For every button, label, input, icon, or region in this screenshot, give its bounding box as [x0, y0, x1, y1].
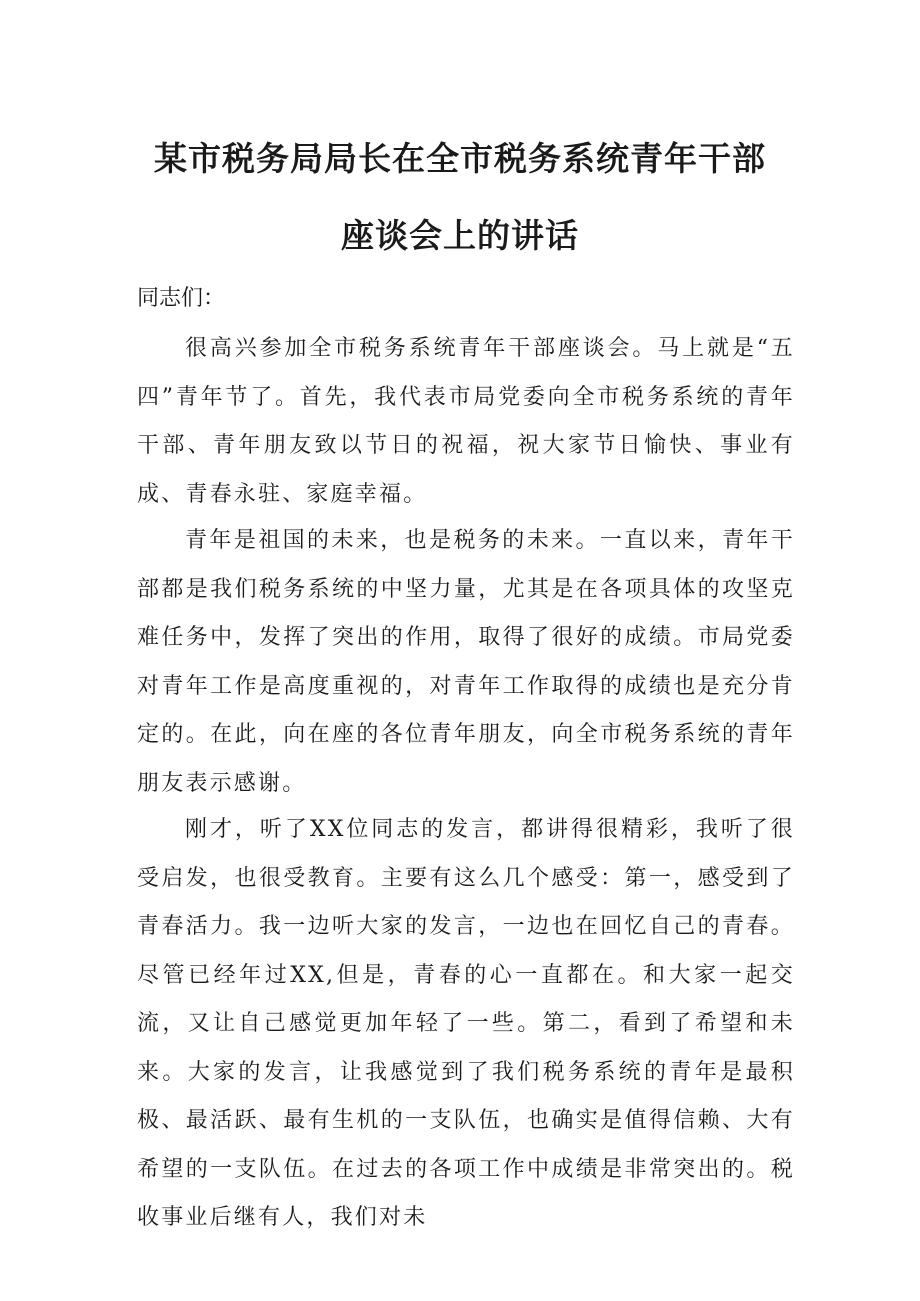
paragraph-1: 很高兴参加全市税务系统青年干部座谈会。马上就是“五四”青年节了。首先，我代表市局党委向全市税务系统的青年干部、青年朋友致以节日的祝福，祝大家节日愉快、事业有成、青春永驻、家庭幸福。 [137, 336, 795, 507]
salutation: 同志们： [137, 286, 226, 311]
document-title-line-1: 某市税务局局长在全市税务系统青年干部 [154, 139, 766, 178]
paragraph-2: 青年是祖国的未来，也是税务的未来。一直以来，青年干部都是我们税务系统的中坚力量，尤其是在各项具体的攻坚克难任务中，发挥了突出的作用，取得了很好的成绩。市局党委对青年工作是高度重视的，对青年工作取得的成绩也是充分肯定的。在此，向在座的各位青年朋友，向全市税务系统的青年朋友表示感谢。 [137, 528, 795, 796]
paragraph-3: 刚才，听了XX位同志的发言，都讲得很精彩，我听了很受启发，也很受教育。主要有这么几个感受：第一，感受到了青春活力。我一边听大家的发言，一边也在回忆自己的青春。尽管已经年过XX,但是，青春的心一直都在。和大家一起交流，又让自己感觉更加年轻了一些。第二，看到了希望和未来。大家的发言，让我感觉到了我们税务系统的青年是最积极、最活跃、最有生机的一支队伍，也确实是值得信赖、大有希望的一支队伍。在过去的各项工作中成绩是非常突出的。税收事业后继有人，我们对未 [137, 817, 795, 1230]
document-title-line-2: 座谈会上的讲话 [341, 216, 579, 255]
